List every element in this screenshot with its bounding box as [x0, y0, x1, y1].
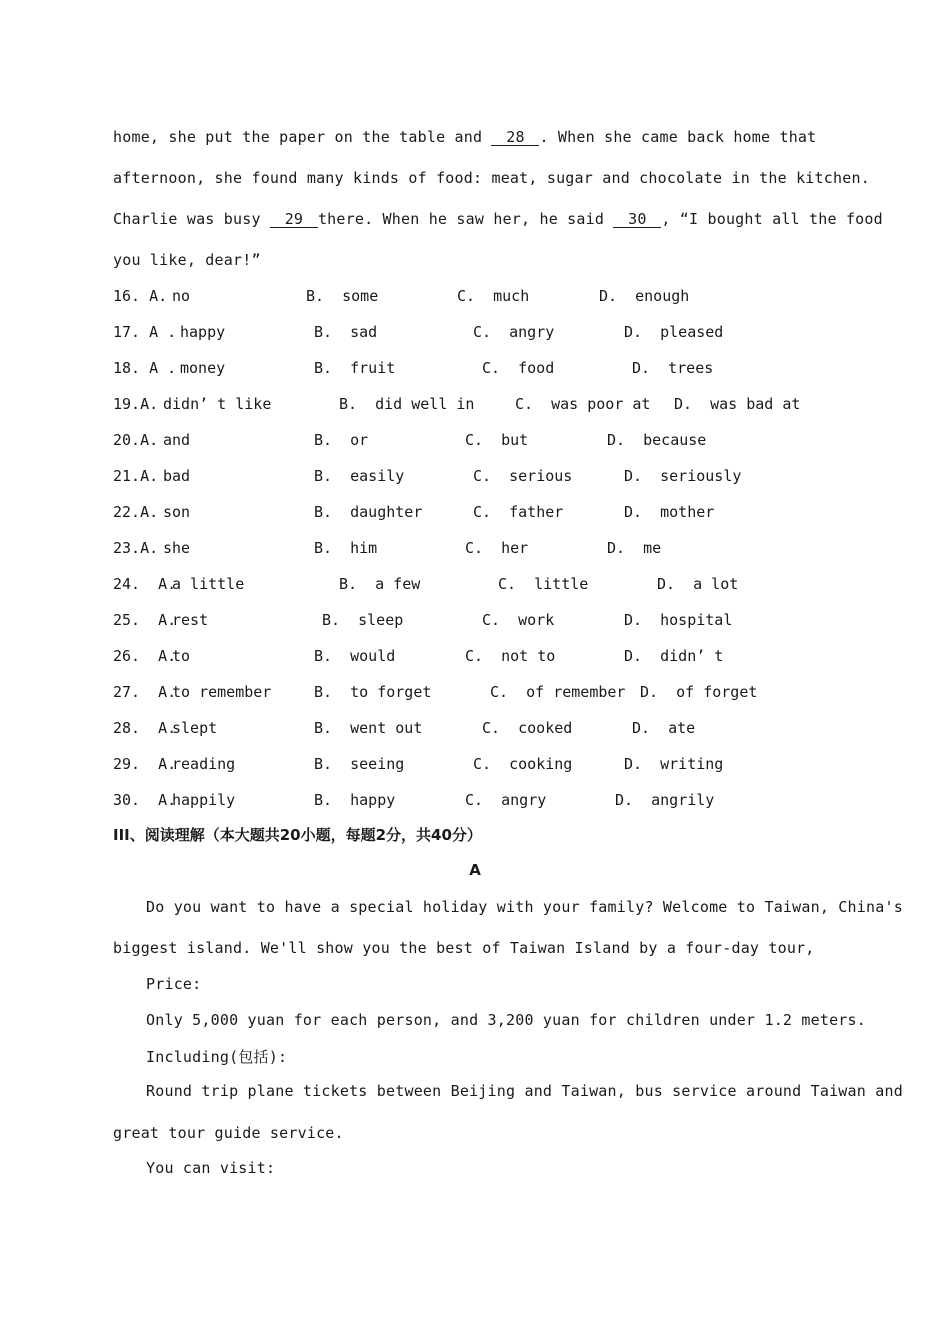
option-b: B. to forget	[314, 683, 432, 701]
question-number: 21.A.	[113, 467, 159, 485]
option-b: B. him	[314, 539, 378, 557]
option-d: D. hospital	[624, 611, 733, 629]
question-number: 25. A.	[113, 611, 177, 629]
option-d: D. seriously	[624, 467, 742, 485]
option-d: D. of forget	[640, 683, 758, 701]
option-a: reading	[172, 755, 236, 773]
question-number: 23.A.	[113, 539, 159, 557]
question-number: 22.A.	[113, 503, 159, 521]
option-c: C. cooked	[482, 719, 573, 737]
option-a: to remember	[172, 683, 272, 701]
option-d: D. was bad at	[674, 395, 801, 413]
option-b: B. sleep	[322, 611, 404, 629]
option-d: D. writing	[624, 755, 724, 773]
option-c: C. cooking	[473, 755, 573, 773]
question-number: 30. A.	[113, 791, 177, 809]
option-a: rest	[172, 611, 209, 629]
passage-text: . When she came back home that	[539, 128, 817, 146]
passage-text: there. When he saw her, he said	[317, 210, 614, 228]
option-d: D. because	[607, 431, 707, 449]
option-c: C. her	[465, 539, 529, 557]
option-c: C. of remember	[490, 683, 626, 701]
price-text: Only 5,000 yuan for each person, and 3,200 yuan for children under 1.2 meters.	[146, 1011, 866, 1029]
option-d: D. trees	[632, 359, 714, 377]
option-a: a little	[172, 575, 245, 593]
option-c: C. angry	[465, 791, 547, 809]
option-c: C. angry	[473, 323, 555, 341]
including-text-b: great tour guide service.	[113, 1124, 344, 1142]
question-number: 26. A.	[113, 647, 177, 665]
option-b: B. daughter	[314, 503, 423, 521]
option-c: C. much	[457, 287, 530, 305]
question-number: 29. A.	[113, 755, 177, 773]
option-c: C. was poor at	[515, 395, 651, 413]
option-b: B. some	[306, 287, 379, 305]
option-d: D. me	[607, 539, 662, 557]
option-d: D. ate	[632, 719, 696, 737]
option-d: D. enough	[599, 287, 690, 305]
option-a: she	[163, 539, 191, 557]
question-number: 28. A.	[113, 719, 177, 737]
passage-line-3	[113, 210, 883, 228]
passage-text: Charlie was busy	[113, 210, 270, 228]
option-d: D. pleased	[624, 323, 724, 341]
option-b: B. fruit	[314, 359, 396, 377]
option-d: D. mother	[624, 503, 715, 521]
option-a: happily	[172, 791, 236, 809]
option-b: B. would	[314, 647, 396, 665]
option-b: B. went out	[314, 719, 423, 737]
option-a: and	[163, 431, 191, 449]
option-a: to	[172, 647, 191, 665]
including-text-a: Round trip plane tickets between Beijing and Taiwan, bus service around Taiwan and	[146, 1082, 903, 1100]
blank-30: 30	[613, 211, 661, 228]
option-c: C. little	[498, 575, 589, 593]
reading-paragraph-1a: Do you want to have a special holiday with your family? Welcome to Taiwan, China's	[146, 898, 903, 916]
option-b: B. did well in	[339, 395, 475, 413]
option-d: D. angrily	[615, 791, 715, 809]
option-a: happy	[180, 323, 226, 341]
option-c: C. food	[482, 359, 555, 377]
blank-28: 28	[491, 129, 539, 146]
blank-29: 29	[270, 211, 318, 228]
option-d: D. didn’ t	[624, 647, 724, 665]
section-heading: III、阅读理解（本大题共20小题，每题2分，共40分）	[113, 826, 482, 844]
option-b: B. or	[314, 431, 369, 449]
option-c: C. but	[465, 431, 529, 449]
passage-text: home, she put the paper on the table and	[113, 128, 492, 146]
question-number: 16. A.	[113, 287, 168, 305]
option-b: B. happy	[314, 791, 396, 809]
price-label: Price:	[146, 975, 202, 993]
question-number: 27. A.	[113, 683, 177, 701]
question-number: 18. A .	[113, 359, 177, 377]
question-number: 20.A.	[113, 431, 159, 449]
option-b: B. a few	[339, 575, 421, 593]
option-d: D. a lot	[657, 575, 739, 593]
passage-text: , “I bought all the food	[661, 210, 883, 228]
option-a: no	[172, 287, 191, 305]
option-c: C. serious	[473, 467, 573, 485]
option-b: B. easily	[314, 467, 405, 485]
passage-line-1	[113, 128, 816, 146]
option-a: slept	[172, 719, 218, 737]
option-a: money	[180, 359, 226, 377]
option-a: didn’ t like	[163, 395, 272, 413]
including-label: Including(包括):	[146, 1048, 288, 1066]
option-a: son	[163, 503, 191, 521]
question-number: 17. A .	[113, 323, 177, 341]
passage-line-2: afternoon, she found many kinds of food: meat, sugar and chocolate in the kitchen.	[113, 169, 870, 187]
option-c: C. work	[482, 611, 555, 629]
option-a: bad	[163, 467, 191, 485]
reading-paragraph-1b: biggest island. We'll show you the best of Taiwan Island by a four-day tour,	[113, 939, 815, 957]
visit-label: You can visit:	[146, 1159, 276, 1177]
option-b: B. seeing	[314, 755, 405, 773]
part-title: A	[469, 861, 481, 879]
option-b: B. sad	[314, 323, 378, 341]
option-c: C. father	[473, 503, 564, 521]
option-c: C. not to	[465, 647, 556, 665]
question-number: 19.A.	[113, 395, 159, 413]
passage-line-4: you like, dear!”	[113, 251, 261, 269]
question-number: 24. A.	[113, 575, 177, 593]
